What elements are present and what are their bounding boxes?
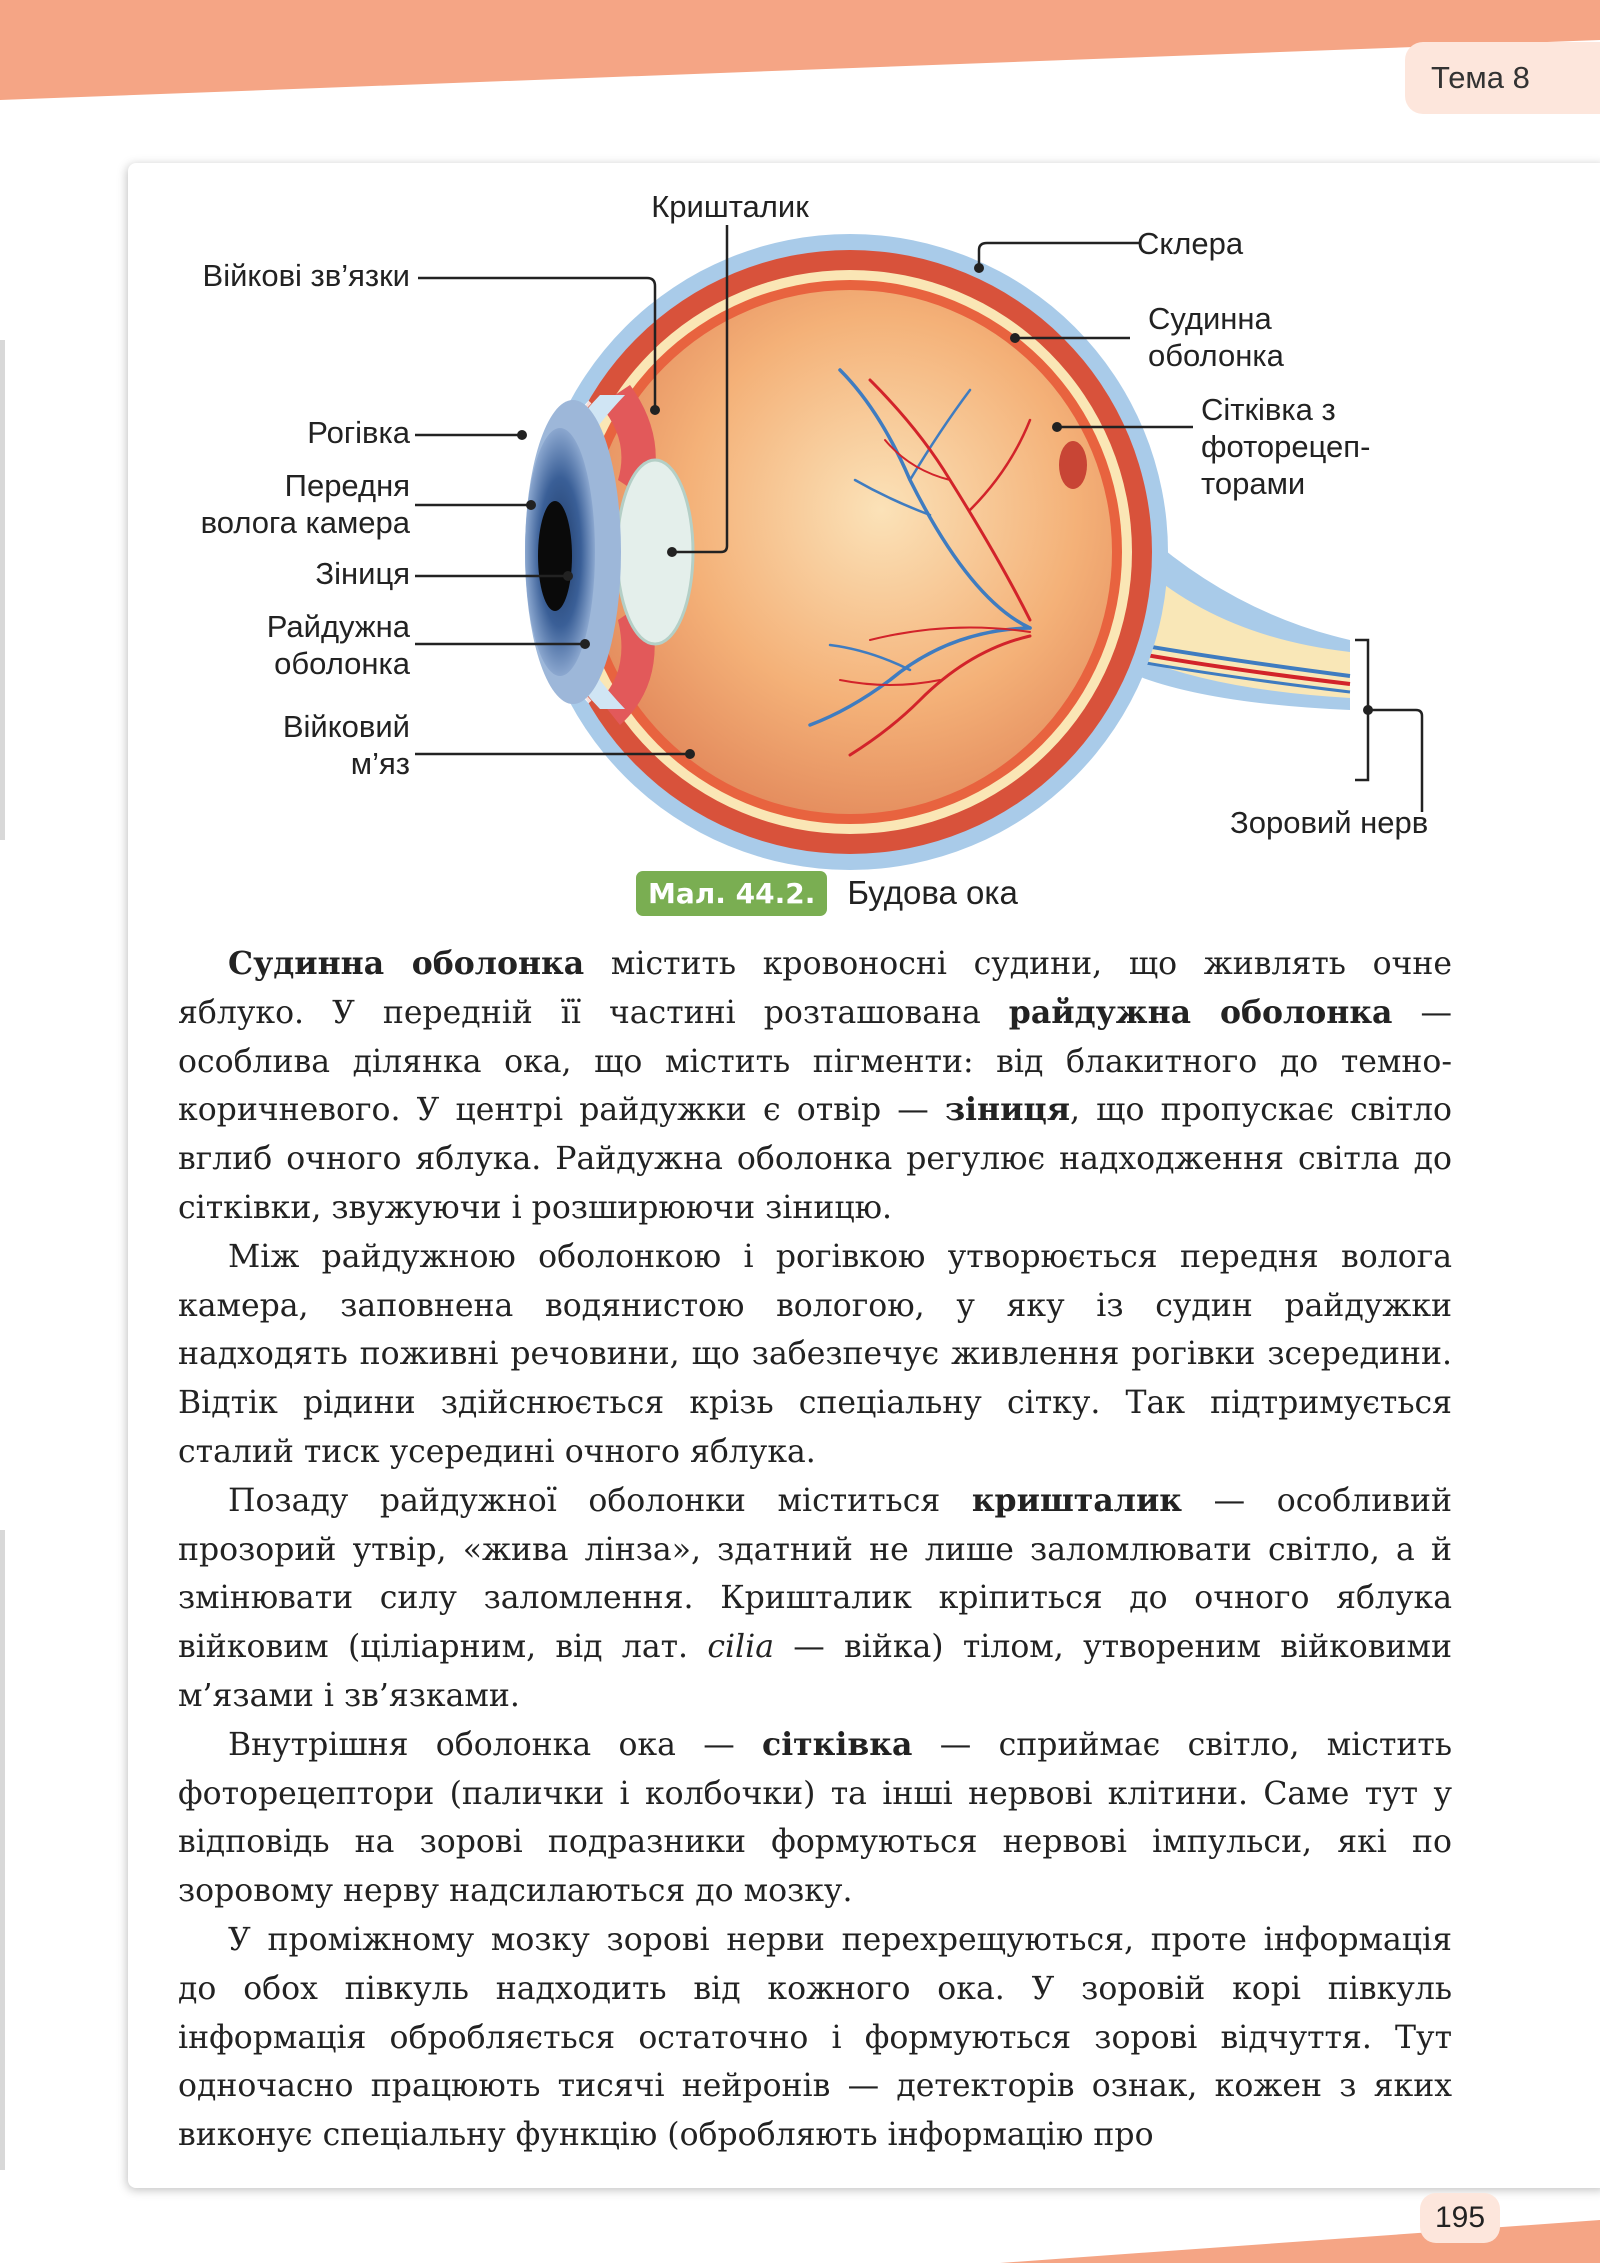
label-sclera: Склера xyxy=(1137,226,1244,261)
label-retina-3: торами xyxy=(1201,466,1306,501)
figure-title: Будова ока xyxy=(847,874,1018,911)
pupil xyxy=(538,501,572,611)
term-pupil: зіниця xyxy=(944,1091,1070,1129)
label-ciliary-muscle-1: Війковий xyxy=(282,709,410,744)
figure-number: Мал. 44.2. xyxy=(636,871,827,916)
term-cilia: cilia xyxy=(707,1629,774,1666)
body-text xyxy=(178,940,1452,2160)
term-lens: кришталик xyxy=(971,1481,1183,1519)
label-ciliary-ligaments: Війкові зв’язки xyxy=(202,258,410,293)
paragraph: Внутрішня оболонка ока — сітківка — сприймає світло, містить фоторецептори (палички і колбочки) та інші нервові клітини. Саме тут у відповідь на зорові подразники формуються нервові імпульси, які по зоровому нерву надсилаються до мозку. xyxy=(178,1725,1452,1910)
left-edge-mark xyxy=(0,1530,5,2170)
term-choroid: Судинна оболонка xyxy=(228,945,585,982)
label-anterior-chamber-2: волога камера xyxy=(200,505,410,540)
label-choroid-1: Судинна xyxy=(1148,301,1272,336)
label-retina-2: фоторецеп- xyxy=(1201,429,1371,464)
paragraph: Судинна оболонка містить кровоносні судини, що живлять очне яблуко. У передній її частині розташована райдужна оболонка — особлива ділянка ока, що містить пігменти: від блакитного до темно-коричневого. У центрі райдужки є отвір — зіниця, що пропускає світло вглиб очного яблука. Райдужна оболонка регулює надходження світла до сітківки, звужуючи і розширюючи зіницю. xyxy=(178,945,1453,1226)
figure-caption xyxy=(636,868,1018,918)
term-iris: райдужна оболонка xyxy=(1008,993,1393,1031)
label-ciliary-muscle-2: м’яз xyxy=(350,746,410,781)
top-band xyxy=(0,0,1600,105)
paragraph: У проміжному мозку зорові нерви перехрещуються, проте інформація до обох півкуль надходить від кожного ока. У зоровій корі півкуль інформація обробляється остаточно і формуються зорові відчуття. Тут одночасно працюють тисячі нейронів — детекторів ознак, кожен з яких виконує спеціальну функцію (обробляють інформацію про xyxy=(178,1921,1452,2154)
eye-diagram xyxy=(150,180,1480,870)
topic-tab xyxy=(1405,42,1600,114)
label-retina-1: Сітківка з xyxy=(1201,392,1336,427)
topic-label: Тема 8 xyxy=(1431,60,1530,95)
paragraph: Позаду райдужної оболонки міститься кришталик — особливий прозорий утвір, «жива лінза», здатний не лише заломлювати світло, а й змінювати силу заломлення. Кришталик кріпиться до очного яблука війковим (ціліарним, від лат. cilia — війка) тілом, утвореним війковими м’язами і зв’язками. xyxy=(178,1481,1452,1714)
label-iris-1: Райдужна xyxy=(266,609,410,644)
label-optic-nerve: Зоровий нерв xyxy=(1230,805,1429,840)
term-retina: сітківка xyxy=(762,1725,913,1763)
label-pupil: Зіниця xyxy=(315,556,410,591)
left-edge-mark xyxy=(0,340,5,840)
label-lens: Кришталик xyxy=(651,189,809,224)
label-anterior-chamber-1: Передня xyxy=(284,468,410,503)
label-choroid-2: оболонка xyxy=(1148,338,1284,373)
label-iris-2: оболонка xyxy=(274,646,410,681)
label-cornea: Рогівка xyxy=(307,415,410,450)
blind-spot xyxy=(1059,441,1087,489)
paragraph: Між райдужною оболонкою і рогівкою утворюється передня волога камера, заповнена водянистою вологою, у яку із судин райдужки надходять поживні речовини, що забезпечує живлення рогівки зсередини. Відтік рідини здійснюється крізь спеціальну сітку. Так підтримується сталий тиск усередині очного яблука. xyxy=(178,1238,1452,1470)
page-number: 195 xyxy=(1420,2193,1500,2243)
bottom-band xyxy=(0,2200,1600,2263)
